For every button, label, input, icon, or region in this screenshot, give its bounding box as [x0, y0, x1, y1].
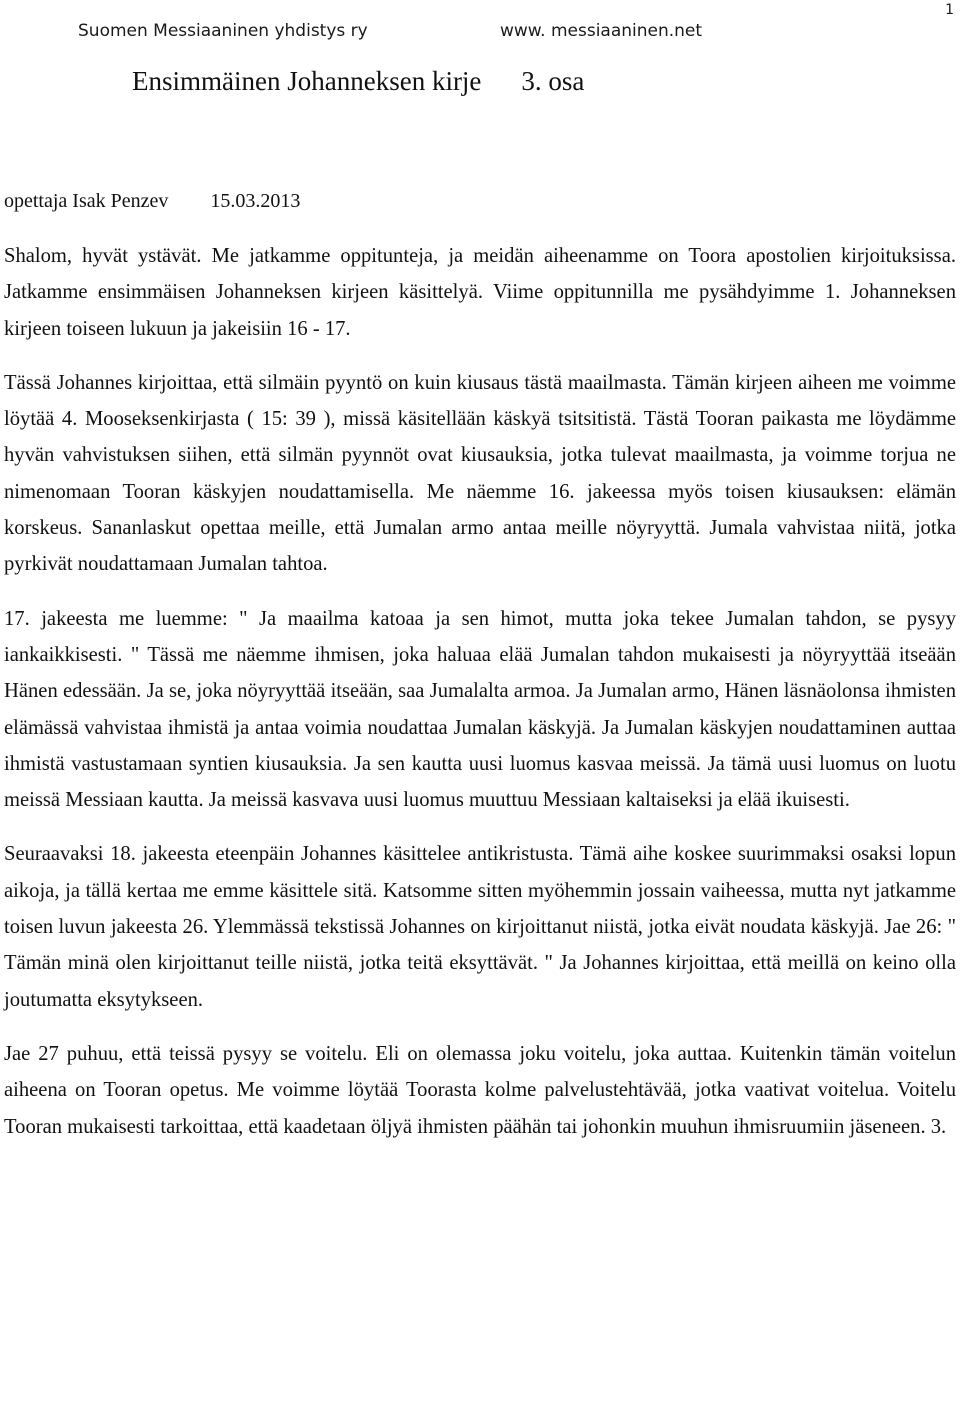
website-url: www. messiaaninen.net — [500, 21, 703, 41]
lesson-date: 15.03.2013 — [210, 190, 301, 212]
paragraph-5: Jae 27 puhuu, että teissä pysyy se voitelu. Eli on olemassa joku voitelu, joka auttaa. Kuitenkin tämän voitelun aiheena on Tooran opetus. Me voimme löytää Toorasta kolme palvelustehtävää, jotka vaativat voitelua. Voitelu Tooran mukaisesti tarkoittaa, että kaadetaan öljyä ihmisten päähän tai johonkin muuhun ihmisruumiin jäseneen. 3. — [4, 1042, 956, 1138]
paragraph-2: Tässä Johannes kirjoittaa, että silmäin pyyntö on kuin kiusaus tästä maailmasta. Tämän kirjeen aiheen me voimme löytää 4. Mooseksenkirjasta ( 15: 39 ), missä käsitellään käskyä tsitsitistä. Tästä Tooran paikasta me löydämme hyvän vahvistuksen siihen, että silmän pyynnöt ovat kiusauksia, jotka tulevat maailmasta, ja voimme torjua ne nimenomaan Tooran käskyjen noudattamisella. Me näemme 16. jakeessa myös toisen kiusauksen: elämän korskeus. Sananlaskut opettaa meille, että Jumalan armo antaa meille nöyryyttä. Jumala vahvistaa niitä, jotka pyrkivät noudattamaan Jumalan tahtoa. — [4, 371, 956, 576]
document-title — [132, 66, 584, 97]
title-part: 3. osa — [521, 66, 585, 96]
paragraph-3: 17. jakeesta me luemme: " Ja maailma katoaa ja sen himot, mutta joka tekee Jumalan tahdon, se pysyy iankaikkisesti. " Tässä me näemme ihmisen, joka haluaa elää Jumalan tahdon mukaisesti ja nöyryyttää itseään Hänen edessään. Ja se, joka nöyryyttää itseään, saa Jumalalta armoa. Ja Jumalan armo, Hänen läsnäolonsa ihmisten elämässä vahvistaa ihmistä ja antaa voimia noudattaa Jumalan käskyjä. Ja Jumalan käskyjen noudattaminen auttaa ihmistä vastustamaan syntien kiusauksia. Ja sen kautta uusi luomus kasvaa meissä. Ja tämä uusi luomus on luotu meissä Messiaan kautta. Ja meissä kasvava uusi luomus muuttuu Messiaan kaltaiseksi ja elää ikuisesti. — [4, 607, 956, 812]
title-main: Ensimmäinen Johanneksen kirje — [132, 66, 482, 96]
page-number: 1 — [945, 2, 954, 18]
paragraph-1: Shalom, hyvät ystävät. Me jatkamme oppitunteja, ja meidän aiheenamme on Toora apostolien kirjoituksissa. Jatkamme ensimmäisen Johanneksen kirjeen käsittelyä. Viime oppitunnilla me pysähdyimme 1. Johanneksen kirjeen toiseen lukuun ja jakeisiin 16 - 17. — [4, 245, 956, 340]
teacher-name: opettaja Isak Penzev — [4, 190, 169, 212]
organization-name: Suomen Messiaaninen yhdistys ry — [78, 21, 368, 41]
lesson-meta — [4, 190, 300, 213]
document-body — [4, 238, 956, 1163]
page-header — [78, 2, 960, 48]
paragraph-4: Seuraavaksi 18. jakeesta eteenpäin Johannes käsittelee antikristusta. Tämä aihe koskee suurimmaksi osaksi lopun aikoja, ja tällä kertaa me emme käsittele sitä. Katsomme sitten myöhemmin jossain vaiheessa, mutta nyt jatkamme toisen luvun jakeesta 26. Ylemmässä tekstissä Johannes on kirjoittanut niistä, jotka eivät noudata käskyjä. Jae 26: " Tämän minä olen kirjoittanut teille niistä, jotka teitä eksyttävät. " Ja Johannes kirjoittaa, että meillä on keino olla joutumatta eksytykseen. — [4, 843, 956, 1011]
